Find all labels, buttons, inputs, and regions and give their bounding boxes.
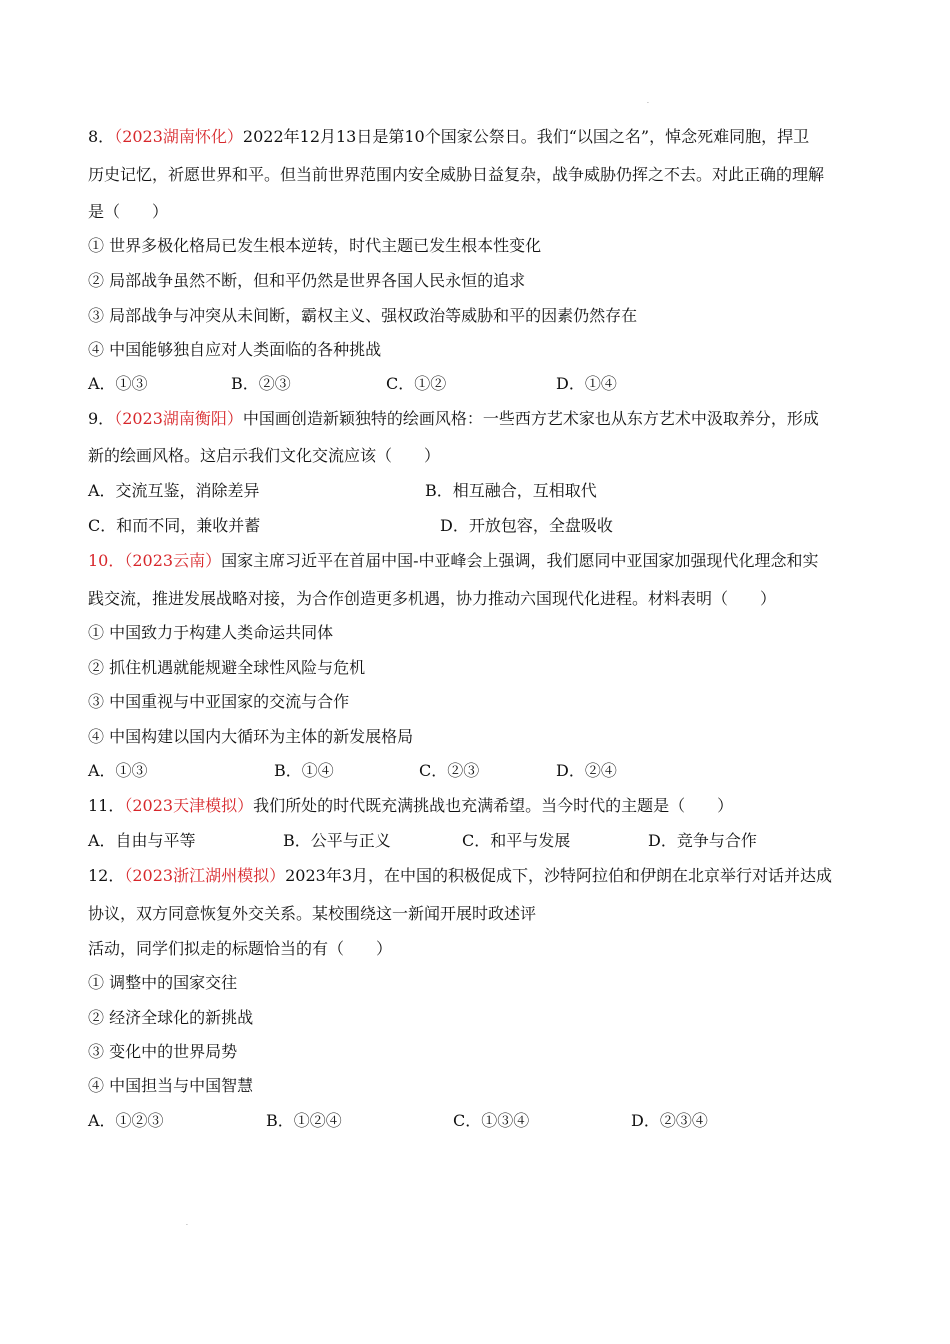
q10-option-c[interactable]: C．②③ xyxy=(419,761,480,780)
q10-option-d[interactable]: D．②④ xyxy=(556,761,617,780)
q10-item-2: ② 抓住机遇就能规避全球性风险与危机 xyxy=(88,658,366,677)
q8-item-1: ① 世界多极化格局已发生根本逆转，时代主题已发生根本性变化 xyxy=(88,236,542,255)
q11-option-b[interactable]: B．公平与正义 xyxy=(283,831,391,850)
q12-option-a[interactable]: A．①②③ xyxy=(88,1111,164,1130)
q12-item-4: ④ 中国担当与中国智慧 xyxy=(88,1076,254,1095)
q12-item-2: ② 经济全球化的新挑战 xyxy=(88,1008,254,1027)
q12-stem-2: 协议，双方同意恢复外交关系。某校围绕这一新闻开展时政述评 xyxy=(88,904,537,923)
q12-number: 12． xyxy=(88,866,125,885)
q8-option-c[interactable]: C．①② xyxy=(386,374,447,393)
q8-number: 8． xyxy=(88,127,115,146)
q12-item-1: ① 调整中的国家交往 xyxy=(88,973,238,992)
q9-option-d[interactable]: D．开放包容，全盘吸收 xyxy=(440,516,613,535)
q9-source: （2023湖南衡阳） xyxy=(114,409,243,428)
q8-option-a[interactable]: A．①③ xyxy=(88,374,148,393)
q9-option-c[interactable]: C．和而不同，兼收并蓄 xyxy=(88,516,261,535)
q10-item-4: ④ 中国构建以国内大循环为主体的新发展格局 xyxy=(88,727,414,746)
q10-number: 10． xyxy=(88,551,125,570)
decorative-dot: . xyxy=(647,98,649,105)
q11-option-a[interactable]: A．自由与平等 xyxy=(88,831,196,850)
q9-stem-1: 中国画创造新颖独特的绘画风格：一些西方艺术家也从东方艺术中汲取养分，形成 xyxy=(242,409,819,428)
q10-stem-2: 践交流，推进发展战略对接，为合作创造更多机遇，协力推动六国现代化进程。材料表明（ ） xyxy=(88,589,777,608)
q11-line-1 xyxy=(88,796,733,816)
q11-option-c[interactable]: C．和平与发展 xyxy=(462,831,571,850)
q8-stem-2: 历史记忆，祈愿世界和平。但当前世界范围内安全威胁日益复杂，战争威胁仍挥之不去。对此正确的理解 xyxy=(88,165,825,184)
q12-option-d[interactable]: D．②③④ xyxy=(631,1111,708,1130)
q10-option-a[interactable]: A．①③ xyxy=(88,761,148,780)
q9-option-a[interactable]: A．交流互鉴，消除差异 xyxy=(88,481,260,500)
q8-item-3: ③ 局部战争与冲突从未间断，霸权主义、强权政治等威胁和平的因素仍然存在 xyxy=(88,306,638,325)
q12-source: （2023浙江湖州模拟） xyxy=(124,866,286,885)
q11-stem-1: 我们所处的时代既充满挑战也充满希望。当今时代的主题是（ ） xyxy=(253,796,734,815)
q11-source: （2023天津模拟） xyxy=(124,796,254,815)
q9-number: 9． xyxy=(88,409,115,428)
q12-line-1 xyxy=(88,866,832,886)
q12-stem-1: 2023年3月，在中国的积极促成下，沙特阿拉伯和伊朗在北京举行对话并达成 xyxy=(285,866,833,885)
q9-line-1 xyxy=(88,409,819,429)
q8-stem-3: 是（ ） xyxy=(88,202,169,221)
q9-stem-2: 新的绘画风格。这启示我们文化交流应该（ ） xyxy=(88,446,441,465)
q12-option-c[interactable]: C．①③④ xyxy=(453,1111,530,1130)
q10-line-1 xyxy=(88,551,819,571)
q10-item-3: ③ 中国重视与中亚国家的交流与合作 xyxy=(88,692,350,711)
q10-item-1: ① 中国致力于构建人类命运共同体 xyxy=(88,623,334,642)
q8-item-4: ④ 中国能够独自应对人类面临的各种挑战 xyxy=(88,340,382,359)
q8-option-b[interactable]: B．②③ xyxy=(231,374,291,393)
q12-option-b[interactable]: B．①②④ xyxy=(266,1111,342,1130)
q11-number: 11． xyxy=(88,796,125,815)
q9-option-b[interactable]: B．相互融合，互相取代 xyxy=(425,481,597,500)
decorative-dot: . xyxy=(186,1220,188,1227)
q8-source: （2023湖南怀化） xyxy=(114,127,243,146)
q11-option-d[interactable]: D．竞争与合作 xyxy=(648,831,757,850)
q8-item-2: ② 局部战争虽然不断，但和平仍然是世界各国人民永恒的追求 xyxy=(88,271,526,290)
q10-option-b[interactable]: B．①④ xyxy=(274,761,334,780)
q8-line-1 xyxy=(88,127,809,147)
q12-item-3: ③ 变化中的世界局势 xyxy=(88,1042,238,1061)
q10-source: （2023云南） xyxy=(124,551,222,570)
q8-option-d[interactable]: D．①④ xyxy=(556,374,617,393)
q8-stem-1: 2022年12月13日是第10个国家公祭日。我们“以国之名”，悼念死难同胞，捍卫 xyxy=(242,127,810,146)
q12-stem-3: 活动，同学们拟走的标题恰当的有（ ） xyxy=(88,939,393,958)
q10-stem-1: 国家主席习近平在首届中国-中亚峰会上强调，我们愿同中亚国家加强现代化理念和实 xyxy=(221,551,819,570)
